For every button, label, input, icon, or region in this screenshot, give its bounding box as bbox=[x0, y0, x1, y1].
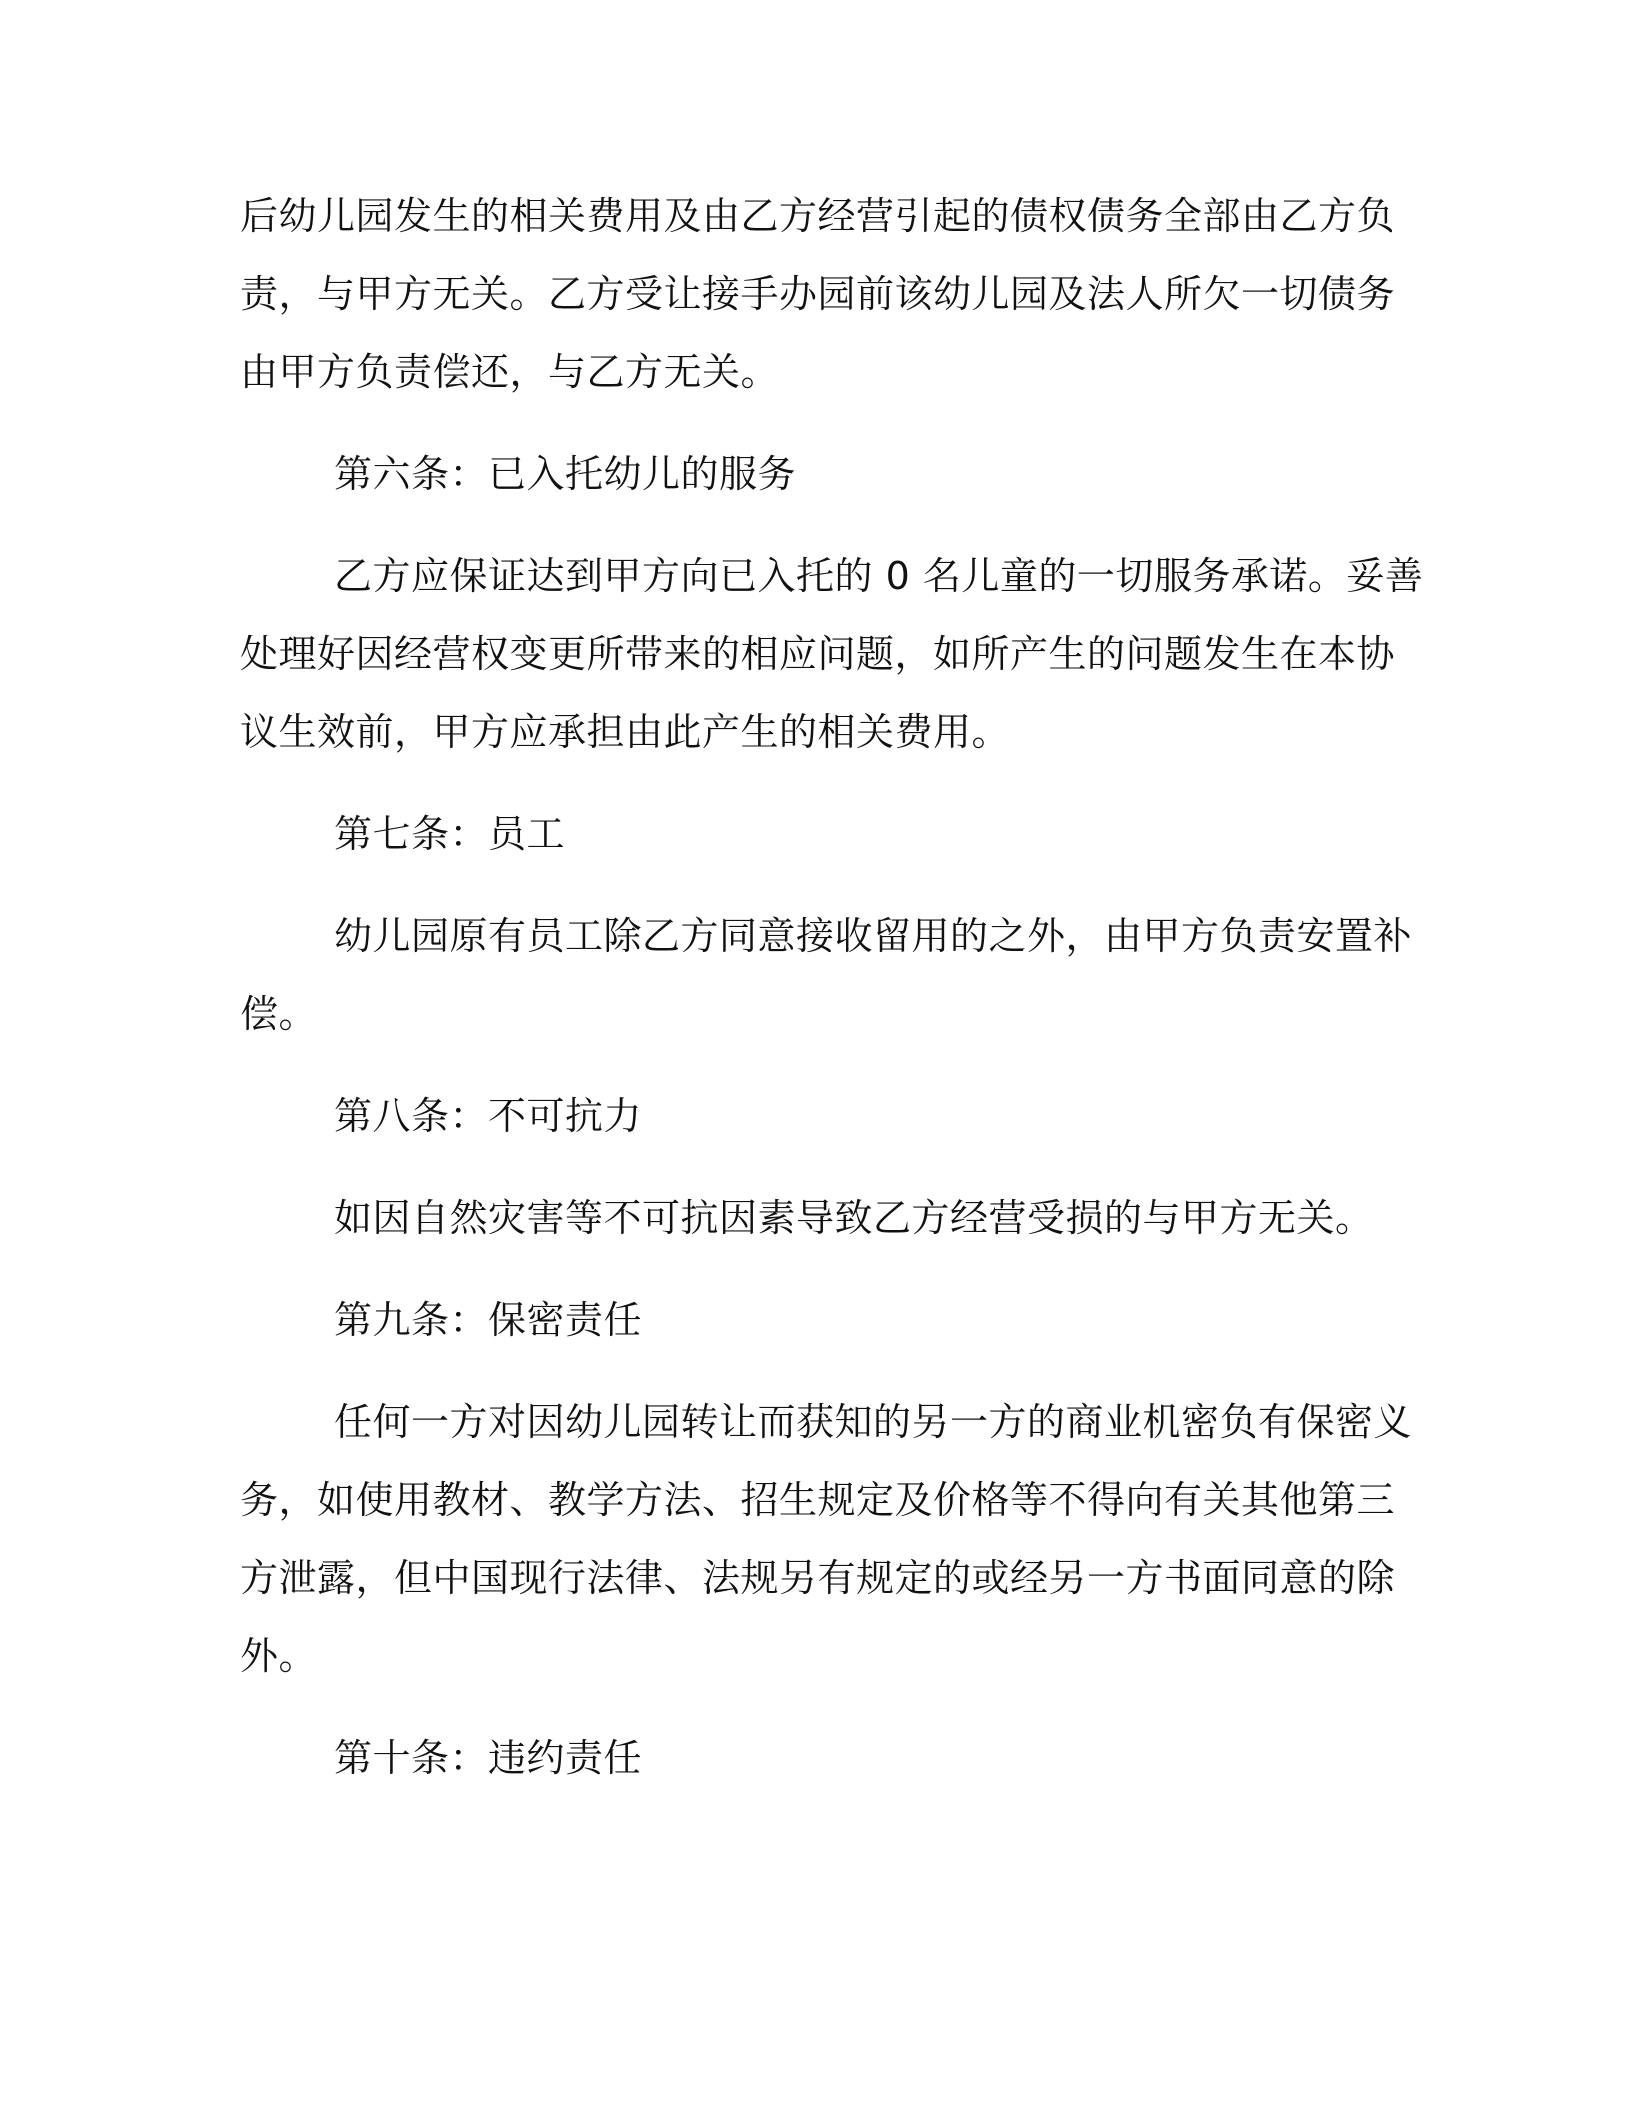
paragraph-line: 议生效前，甲方应承担由此产生的相关费用。 bbox=[240, 710, 1011, 754]
article-heading: 第七条：员工 bbox=[334, 812, 566, 856]
paragraph-line: 外。 bbox=[240, 1634, 318, 1678]
article-heading: 第十条：违约责任 bbox=[334, 1736, 643, 1780]
paragraph-line: 乙方应保证达到甲方向已入托的 0 名儿童的一切服务承诺。妥善 bbox=[334, 554, 1424, 598]
paragraph-line: 幼儿园原有员工除乙方同意接收留用的之外，由甲方负责安置补 bbox=[334, 914, 1413, 958]
paragraph-line: 由甲方负责偿还，与乙方无关。 bbox=[240, 350, 780, 394]
article-heading: 第九条：保密责任 bbox=[334, 1298, 643, 1342]
paragraph-line: 后幼儿园发生的相关费用及由乙方经营引起的债权债务全部由乙方负 bbox=[240, 194, 1396, 238]
article-heading: 第八条：不可抗力 bbox=[334, 1094, 643, 1138]
paragraph-line: 处理好因经营权变更所带来的相应问题，如所产生的问题发生在本协 bbox=[240, 632, 1396, 676]
paragraph-line: 责，与甲方无关。乙方受让接手办园前该幼儿园及法人所欠一切债务 bbox=[240, 272, 1396, 316]
article-heading: 第六条：已入托幼儿的服务 bbox=[334, 452, 797, 496]
paragraph-line: 如因自然灾害等不可抗因素导致乙方经营受损的与甲方无关。 bbox=[334, 1196, 1374, 1240]
paragraph-line: 务，如使用教材、教学方法、招生规定及价格等不得向有关其他第三 bbox=[240, 1478, 1396, 1522]
paragraph-line: 偿。 bbox=[240, 992, 318, 1036]
paragraph-line: 方泄露，但中国现行法律、法规另有规定的或经另一方书面同意的除 bbox=[240, 1556, 1396, 1600]
paragraph-line: 任何一方对因幼儿园转让而获知的另一方的商业机密负有保密义 bbox=[334, 1400, 1413, 1444]
